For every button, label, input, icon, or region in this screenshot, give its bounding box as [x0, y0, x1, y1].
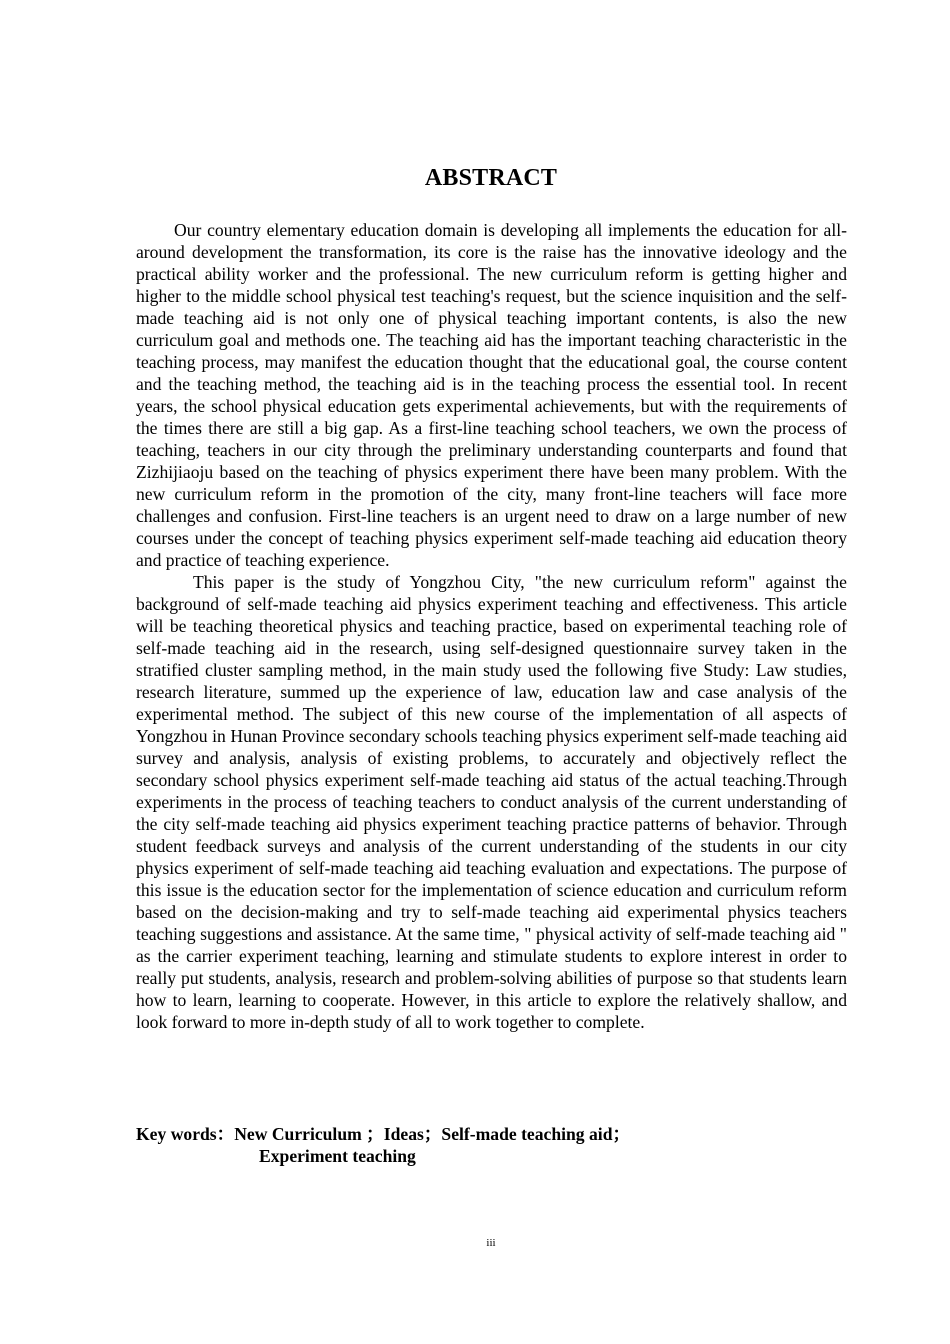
abstract-title: ABSTRACT — [424, 165, 558, 191]
keywords-block — [136, 1123, 847, 1167]
abstract-paragraph-2: This paper is the study of Yongzhou City, "the new curriculum reform" against the background of self-made teaching aid physics experiment teaching and effectiveness. This article will be teaching theoretical physics and teaching practice, based on experimental teaching role of self-made teaching aid in the research, using self-designed questionnaire survey taken in the stratified cluster sampling method, in the main study used the following five Study: Law studies, research literature, summed up the experience of law, education law and case analysis of the experimental method. The subject of this new course of the implementation of all aspects of Yongzhou in Hunan Province secondary schools teaching physics experiment self-made teaching aid survey and analysis, analysis of existing problems, to accurately and objectively reflect the secondary school physics experiment self-made teaching aid status of the actual teaching.Through experiments in the process of teaching teachers to conduct analysis of the current understanding of the city self-made teaching aid physics experiment teaching practice patterns of behavior. Through student feedback surveys and analysis of the current understanding of the students in our city physics experiment of self-made teaching aid teaching evaluation and expectations. The purpose of this issue is the education sector for the implementation of science education and curriculum reform based on the decision-making and try to self-made teaching aid experimental physics teachers teaching suggestions and assistance. At the same time, " physical activity of self-made teaching aid " as the carrier experiment teaching, learning and stimulate students to explore interest in order to really put students, analysis, research and problem-solving abilities of purpose so that students learn how to learn, learning to cooperate. However, in this article to explore the relatively shallow, and look forward to more in-depth study of all to work together to complete. — [136, 572, 847, 1032]
keywords-line-1: Key words：New Curriculum ；Ideas；Self-made teaching aid； — [136, 1124, 631, 1144]
abstract-paragraph-1: Our country elementary education domain is developing all implements the education for all-around development the transformation, its core is the raise has the innovative ideology and the practical ability worker and the professional. The new curriculum reform is getting higher and higher to the middle school physical test teaching's request, but the science inquisition and the self-made teaching aid is not only one of physical teaching important contents, is also the new curriculum goal and methods one. The teaching aid has the important teaching characteristic in the teaching process, may manifest the education thought that the educational goal, the course content and the teaching method, the teaching aid is in the teaching process the essential tool. In recent years, the school physical education gets experimental achievements, but with the requirements of the times there are still a big gap. As a first-line teaching school teachers, we own the process of teaching, teachers in our city through the preliminary understanding counterparts and found that Zizhijiaoju based on the teaching of physics experiment there have been many problem. With the new curriculum reform in the promotion of the city, many front-line teachers will face more challenges and confusion. First-line teachers is an urgent need to draw on a large number of new courses under the concept of teaching physics experiment self-made teaching aid education theory and practice of teaching experience. — [136, 220, 847, 570]
page-number: iii — [486, 1237, 496, 1249]
abstract-body — [136, 219, 847, 1033]
keywords-line-2: Experiment teaching — [259, 1146, 416, 1166]
